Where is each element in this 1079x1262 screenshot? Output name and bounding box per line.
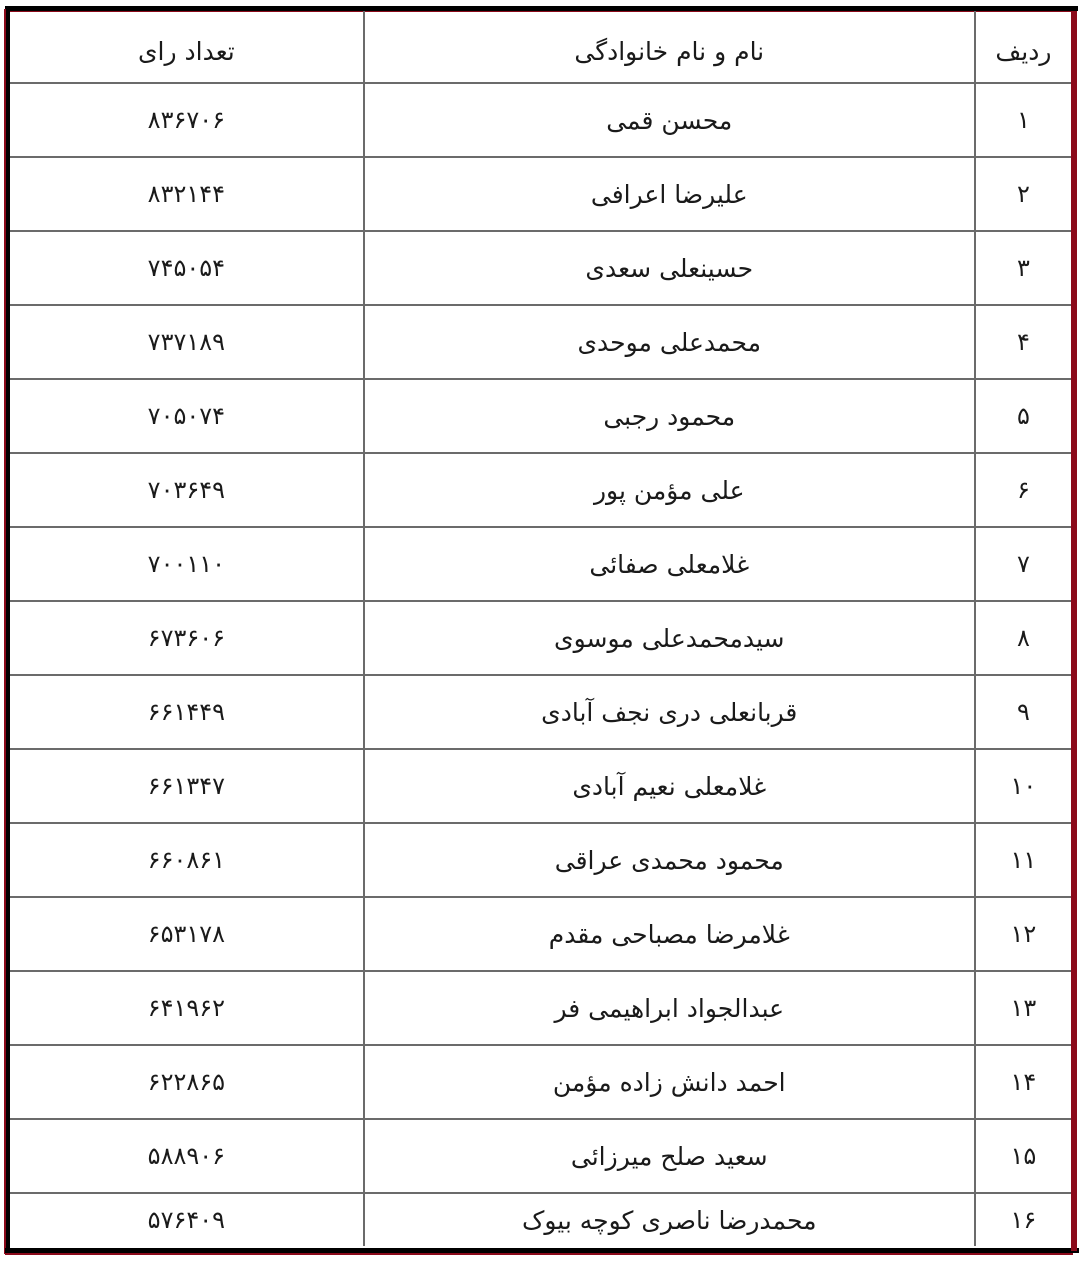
- cell-name: علی مؤمن پور: [364, 453, 975, 527]
- cell-votes: ۷۰۵۰۷۴: [10, 379, 364, 453]
- cell-name: سعید صلح میرزائی: [364, 1119, 975, 1193]
- cell-rank: ۱۴: [975, 1045, 1071, 1119]
- cell-votes: ۶۷۳۶۰۶: [10, 601, 364, 675]
- header-votes: تعداد رای: [10, 11, 364, 83]
- cell-name: احمد دانش زاده مؤمن: [364, 1045, 975, 1119]
- header-name: نام و نام خانوادگی: [364, 11, 975, 83]
- cell-votes: ۸۳۲۱۴۴: [10, 157, 364, 231]
- frame-bottom-accent: [5, 1253, 1073, 1255]
- table-row: [10, 83, 1071, 157]
- cell-name: محسن قمی: [364, 83, 975, 157]
- cell-name: غلامرضا مصباحی مقدم: [364, 897, 975, 971]
- table-row: [10, 231, 1071, 305]
- table-row: [10, 527, 1071, 601]
- cell-rank: ۱۳: [975, 971, 1071, 1045]
- cell-votes: ۸۳۶۷۰۶: [10, 83, 364, 157]
- cell-name: غلامعلی صفائی: [364, 527, 975, 601]
- table-row: [10, 305, 1071, 379]
- table-row: [10, 749, 1071, 823]
- cell-votes: ۶۵۳۱۷۸: [10, 897, 364, 971]
- cell-name: عبدالجواد ابراهیمی فر: [364, 971, 975, 1045]
- table-row: [10, 601, 1071, 675]
- table-row: [10, 823, 1071, 897]
- table-row: [10, 157, 1071, 231]
- table-row: [10, 897, 1071, 971]
- table-row: [10, 453, 1071, 527]
- cell-rank: ۱: [975, 83, 1071, 157]
- table-row: [10, 1045, 1071, 1119]
- cell-rank: ۵: [975, 379, 1071, 453]
- cell-name: قربانعلی دری نجف آبادی: [364, 675, 975, 749]
- cell-votes: ۵۷۶۴۰۹: [10, 1193, 364, 1246]
- cell-rank: ۱۵: [975, 1119, 1071, 1193]
- cell-rank: ۱۰: [975, 749, 1071, 823]
- cell-votes: ۷۰۳۶۴۹: [10, 453, 364, 527]
- cell-name: غلامعلی نعیم آبادی: [364, 749, 975, 823]
- frame-left-accent: [4, 9, 6, 1254]
- cell-rank: ۱۶: [975, 1193, 1071, 1246]
- cell-votes: ۶۲۲۸۶۵: [10, 1045, 364, 1119]
- cell-rank: ۷: [975, 527, 1071, 601]
- table-row: [10, 379, 1071, 453]
- cell-name: محمود رجبی: [364, 379, 975, 453]
- cell-votes: ۶۶۱۴۴۹: [10, 675, 364, 749]
- cell-votes: ۶۴۱۹۶۲: [10, 971, 364, 1045]
- results-table-container: [10, 11, 1071, 1248]
- cell-rank: ۳: [975, 231, 1071, 305]
- cell-rank: ۲: [975, 157, 1071, 231]
- cell-votes: ۵۸۸۹۰۶: [10, 1119, 364, 1193]
- cell-votes: ۷۰۰۱۱۰: [10, 527, 364, 601]
- table-row: [10, 971, 1071, 1045]
- table-row: [10, 1193, 1071, 1246]
- cell-name: سیدمحمدعلی موسوی: [364, 601, 975, 675]
- table-row: [10, 675, 1071, 749]
- cell-rank: ۹: [975, 675, 1071, 749]
- table-header-row: [10, 11, 1071, 83]
- cell-name: محمود محمدی عراقی: [364, 823, 975, 897]
- cell-rank: ۱۲: [975, 897, 1071, 971]
- cell-name: علیرضا اعرافی: [364, 157, 975, 231]
- cell-rank: ۴: [975, 305, 1071, 379]
- table-row: [10, 1119, 1071, 1193]
- election-results-table: [10, 11, 1071, 1246]
- cell-votes: ۷۳۷۱۸۹: [10, 305, 364, 379]
- cell-votes: ۷۴۵۰۵۴: [10, 231, 364, 305]
- cell-rank: ۸: [975, 601, 1071, 675]
- frame-right-border: [1071, 11, 1077, 1251]
- cell-rank: ۱۱: [975, 823, 1071, 897]
- cell-name: محمدعلی موحدی: [364, 305, 975, 379]
- cell-name: حسینعلی سعدی: [364, 231, 975, 305]
- cell-votes: ۶۶۱۳۴۷: [10, 749, 364, 823]
- cell-name: محمدرضا ناصری کوچه بیوک: [364, 1193, 975, 1246]
- cell-rank: ۶: [975, 453, 1071, 527]
- cell-votes: ۶۶۰۸۶۱: [10, 823, 364, 897]
- header-rank: ردیف: [975, 11, 1071, 83]
